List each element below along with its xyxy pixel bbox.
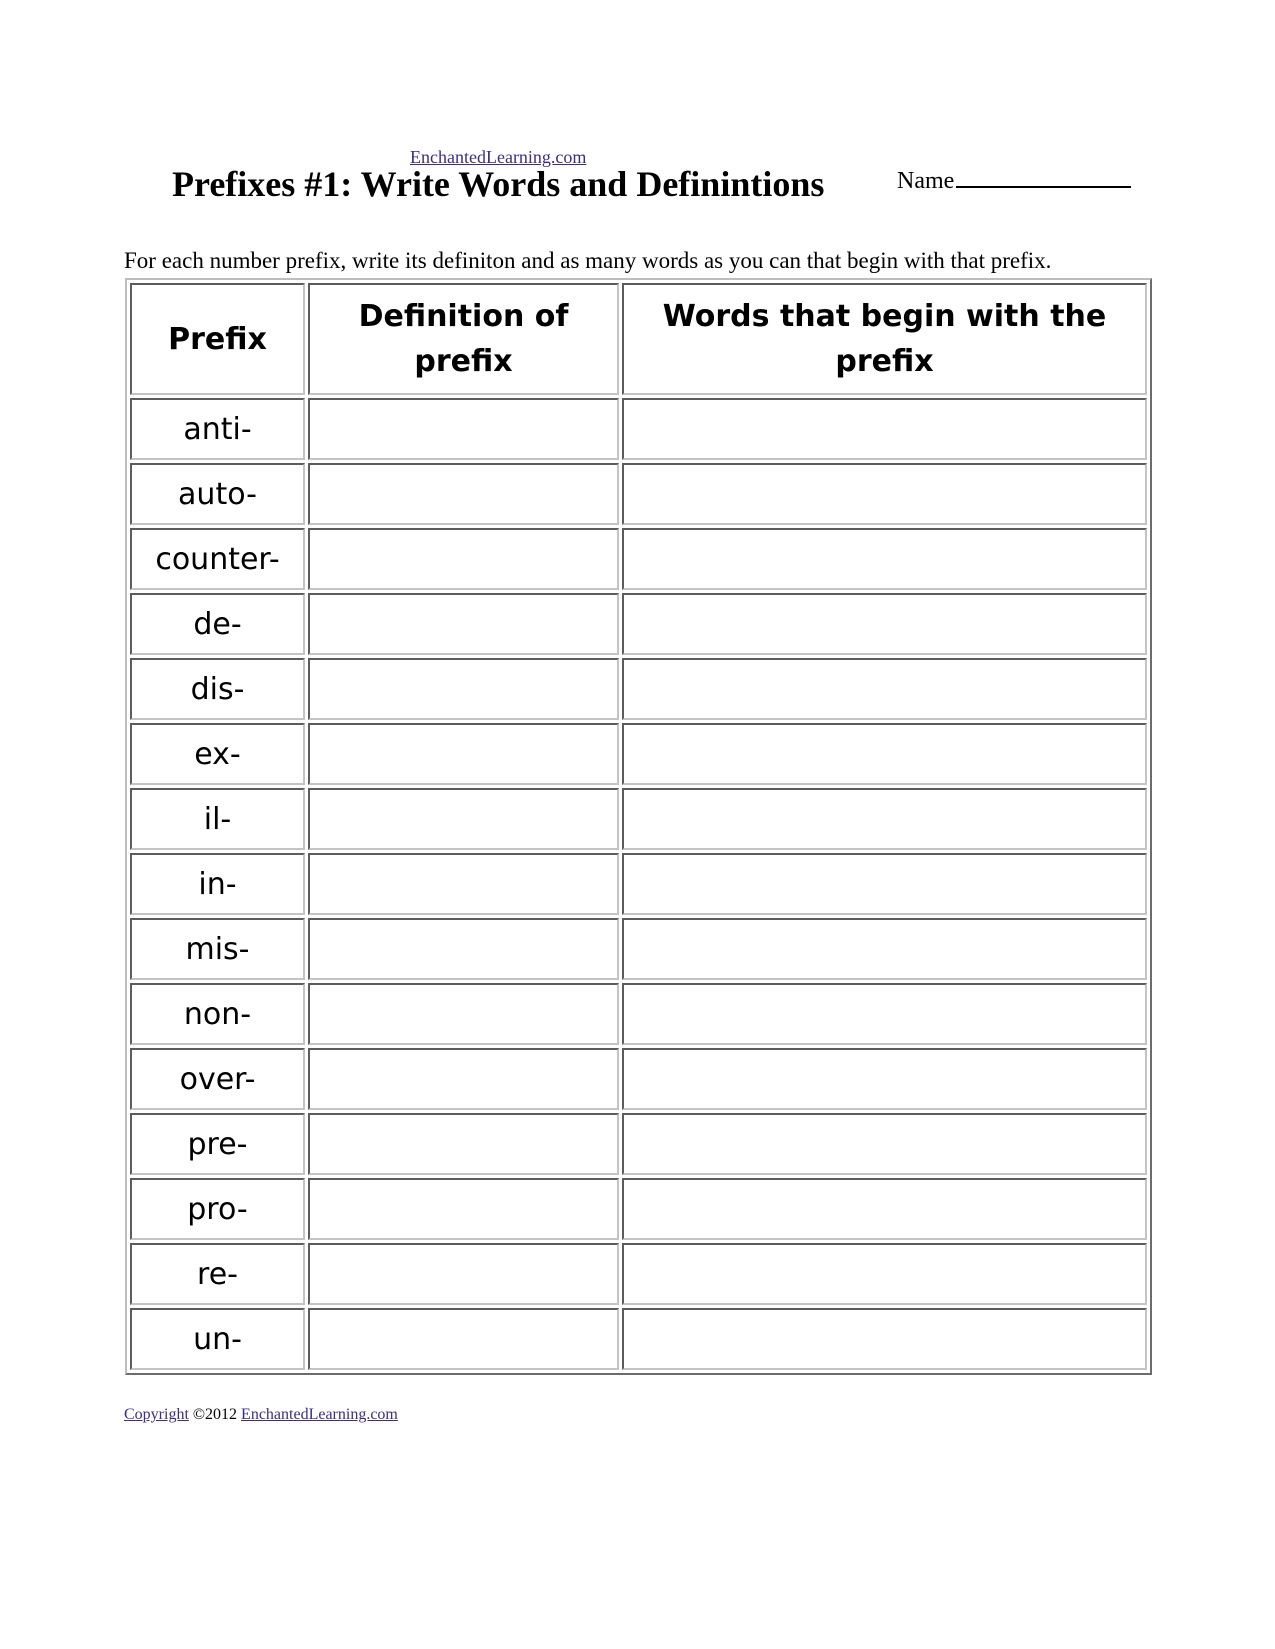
page-title: Prefixes #1: Write Words and Definintions xyxy=(172,164,825,204)
words-cell[interactable] xyxy=(622,788,1147,850)
table-row xyxy=(130,1048,1147,1110)
words-cell[interactable] xyxy=(622,398,1147,460)
table-header-row xyxy=(130,283,1147,395)
definition-cell[interactable] xyxy=(308,1113,619,1175)
instructions-text: For each number prefix, write its definiton and as many words as you can that begin with that prefix. xyxy=(124,248,1052,273)
words-cell[interactable] xyxy=(622,658,1147,720)
definition-cell[interactable] xyxy=(308,658,619,720)
prefix-cell: un- xyxy=(130,1308,305,1370)
table-row xyxy=(130,658,1147,720)
definition-cell[interactable] xyxy=(308,1243,619,1305)
table-row xyxy=(130,528,1147,590)
words-cell[interactable] xyxy=(622,853,1147,915)
words-cell[interactable] xyxy=(622,1178,1147,1240)
definition-cell[interactable] xyxy=(308,1048,619,1110)
prefix-cell: non- xyxy=(130,983,305,1045)
prefix-cell: counter- xyxy=(130,528,305,590)
definition-cell[interactable] xyxy=(308,1178,619,1240)
words-cell[interactable] xyxy=(622,983,1147,1045)
table-body xyxy=(130,398,1147,1370)
definition-cell[interactable] xyxy=(308,918,619,980)
header-prefix: Prefix xyxy=(130,283,305,395)
words-cell[interactable] xyxy=(622,463,1147,525)
name-field xyxy=(897,162,1131,195)
header-words: Words that begin with the prefix xyxy=(622,283,1147,395)
words-cell[interactable] xyxy=(622,593,1147,655)
prefix-cell: over- xyxy=(130,1048,305,1110)
prefix-cell: de- xyxy=(130,593,305,655)
definition-cell[interactable] xyxy=(308,788,619,850)
definition-cell[interactable] xyxy=(308,398,619,460)
table-row xyxy=(130,398,1147,460)
table-row xyxy=(130,1308,1147,1370)
prefix-cell: mis- xyxy=(130,918,305,980)
name-blank-line xyxy=(956,162,1131,188)
table-row xyxy=(130,1113,1147,1175)
definition-cell[interactable] xyxy=(308,853,619,915)
definition-cell[interactable] xyxy=(308,983,619,1045)
definition-cell[interactable] xyxy=(308,528,619,590)
prefix-cell: re- xyxy=(130,1243,305,1305)
header-definition: Definition of prefix xyxy=(308,283,619,395)
prefix-cell: in- xyxy=(130,853,305,915)
table-row xyxy=(130,983,1147,1045)
prefix-cell: auto- xyxy=(130,463,305,525)
table-row xyxy=(130,788,1147,850)
footer xyxy=(124,1406,398,1424)
words-cell[interactable] xyxy=(622,528,1147,590)
words-cell[interactable] xyxy=(622,918,1147,980)
copyright-year: ©2012 xyxy=(192,1406,238,1423)
definition-cell[interactable] xyxy=(308,1308,619,1370)
definition-cell[interactable] xyxy=(308,723,619,785)
site-link[interactable]: EnchantedLearning.com xyxy=(410,147,587,167)
words-cell[interactable] xyxy=(622,723,1147,785)
words-cell[interactable] xyxy=(622,1048,1147,1110)
prefix-cell: il- xyxy=(130,788,305,850)
definition-cell[interactable] xyxy=(308,463,619,525)
footer-site-link[interactable]: EnchantedLearning.com xyxy=(241,1406,398,1423)
words-cell[interactable] xyxy=(622,1113,1147,1175)
words-cell[interactable] xyxy=(622,1308,1147,1370)
table-row xyxy=(130,1243,1147,1305)
prefix-cell: ex- xyxy=(130,723,305,785)
prefix-cell: pre- xyxy=(130,1113,305,1175)
table-row xyxy=(130,1178,1147,1240)
table-row xyxy=(130,853,1147,915)
definition-cell[interactable] xyxy=(308,593,619,655)
copyright-link[interactable]: Copyright xyxy=(124,1406,189,1423)
prefix-cell: pro- xyxy=(130,1178,305,1240)
prefix-cell: dis- xyxy=(130,658,305,720)
table-row xyxy=(130,723,1147,785)
table-row xyxy=(130,918,1147,980)
table-row xyxy=(130,463,1147,525)
words-cell[interactable] xyxy=(622,1243,1147,1305)
prefix-table xyxy=(125,278,1152,1375)
name-label: Name xyxy=(897,168,955,194)
table-row xyxy=(130,593,1147,655)
prefix-cell: anti- xyxy=(130,398,305,460)
